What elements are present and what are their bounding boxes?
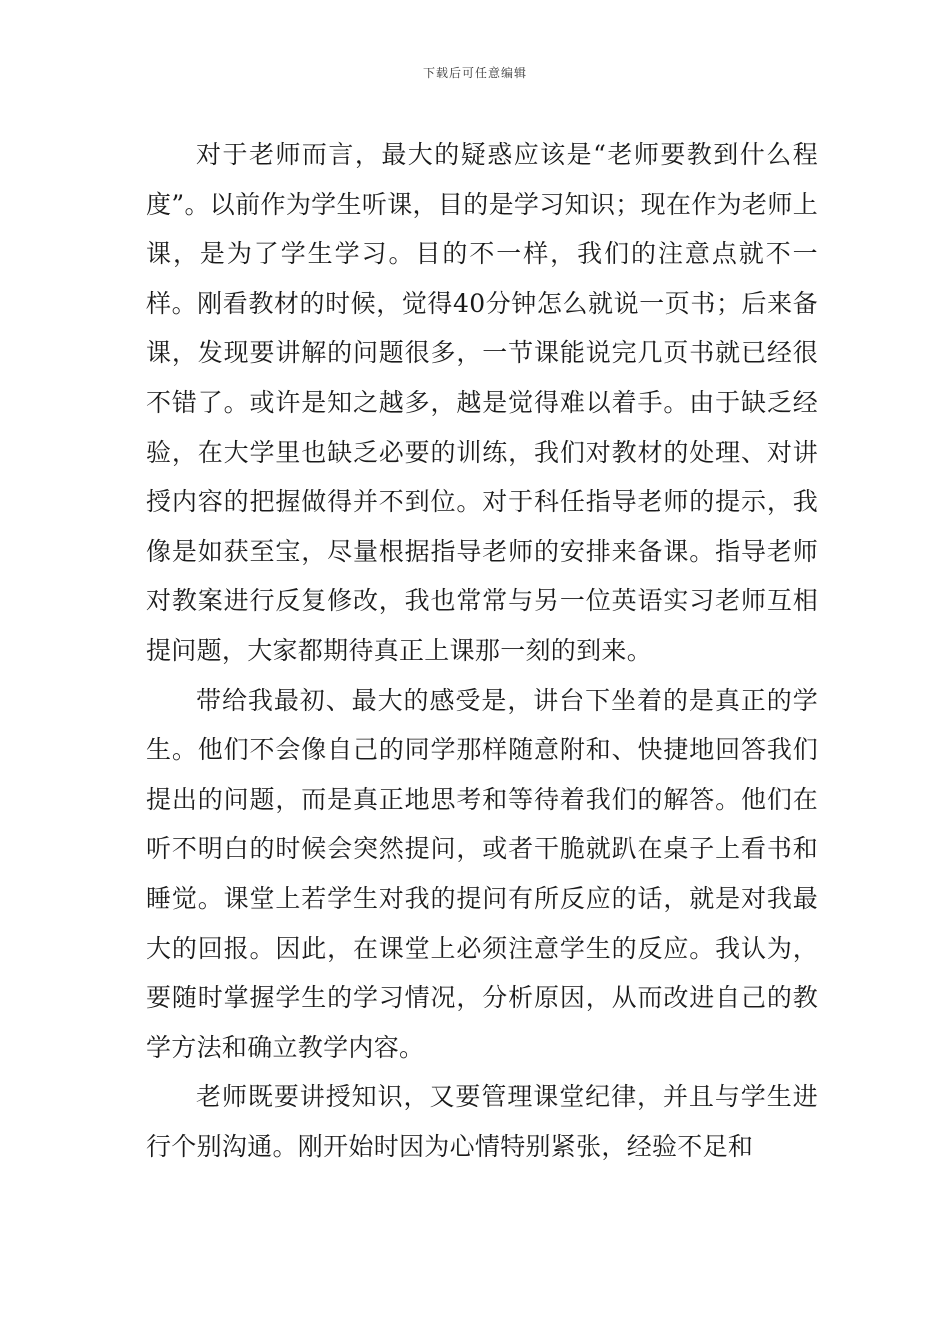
document-body: [146, 130, 818, 1171]
paragraph-2: 带给我最初、最大的感受是，讲台下坐着的是真正的学生。他们不会像自己的同学那样随意附和、快捷地回答我们提出的问题，而是真正地思考和等待着我们的解答。他们在听不明白的时候会突然提问，或者干脆就趴在桌子上看书和睡觉。课堂上若学生对我的提问有所反应的话，就是对我最大的回报。因此，在课堂上必须注意学生的反应。我认为，要随时掌握学生的学习情况，分析原因，从而改进自己的教学方法和确立教学内容。: [146, 685, 818, 1062]
page-header: 下载后可任意编辑: [422, 66, 527, 80]
paragraph-3: 老师既要讲授知识，又要管理课堂纪律，并且与学生进行个别沟通。刚开始时因为心情特别紧张，经验不足和: [146, 1082, 818, 1161]
paragraph-1: 对于老师而言，最大的疑惑应该是“老师要教到什么程度”。以前作为学生听课，目的是学习知识；现在作为老师上课，是为了学生学习。目的不一样，我们的注意点就不一样。刚看教材的时候，觉得40分钟怎么就说一页书；后来备课，发现要讲解的问题很多，一节课能说完几页书就已经很不错了。或许是知之越多，越是觉得难以着手。由于缺乏经验，在大学里也缺乏必要的训练，我们对教材的处理、对讲授内容的把握做得并不到位。对于科任指导老师的提示，我像是如获至宝，尽量根据指导老师的安排来备课。指导老师对教案进行反复修改，我也常常与另一位英语实习老师互相提问题，大家都期待真正上课那一刻的到来。: [146, 140, 818, 665]
